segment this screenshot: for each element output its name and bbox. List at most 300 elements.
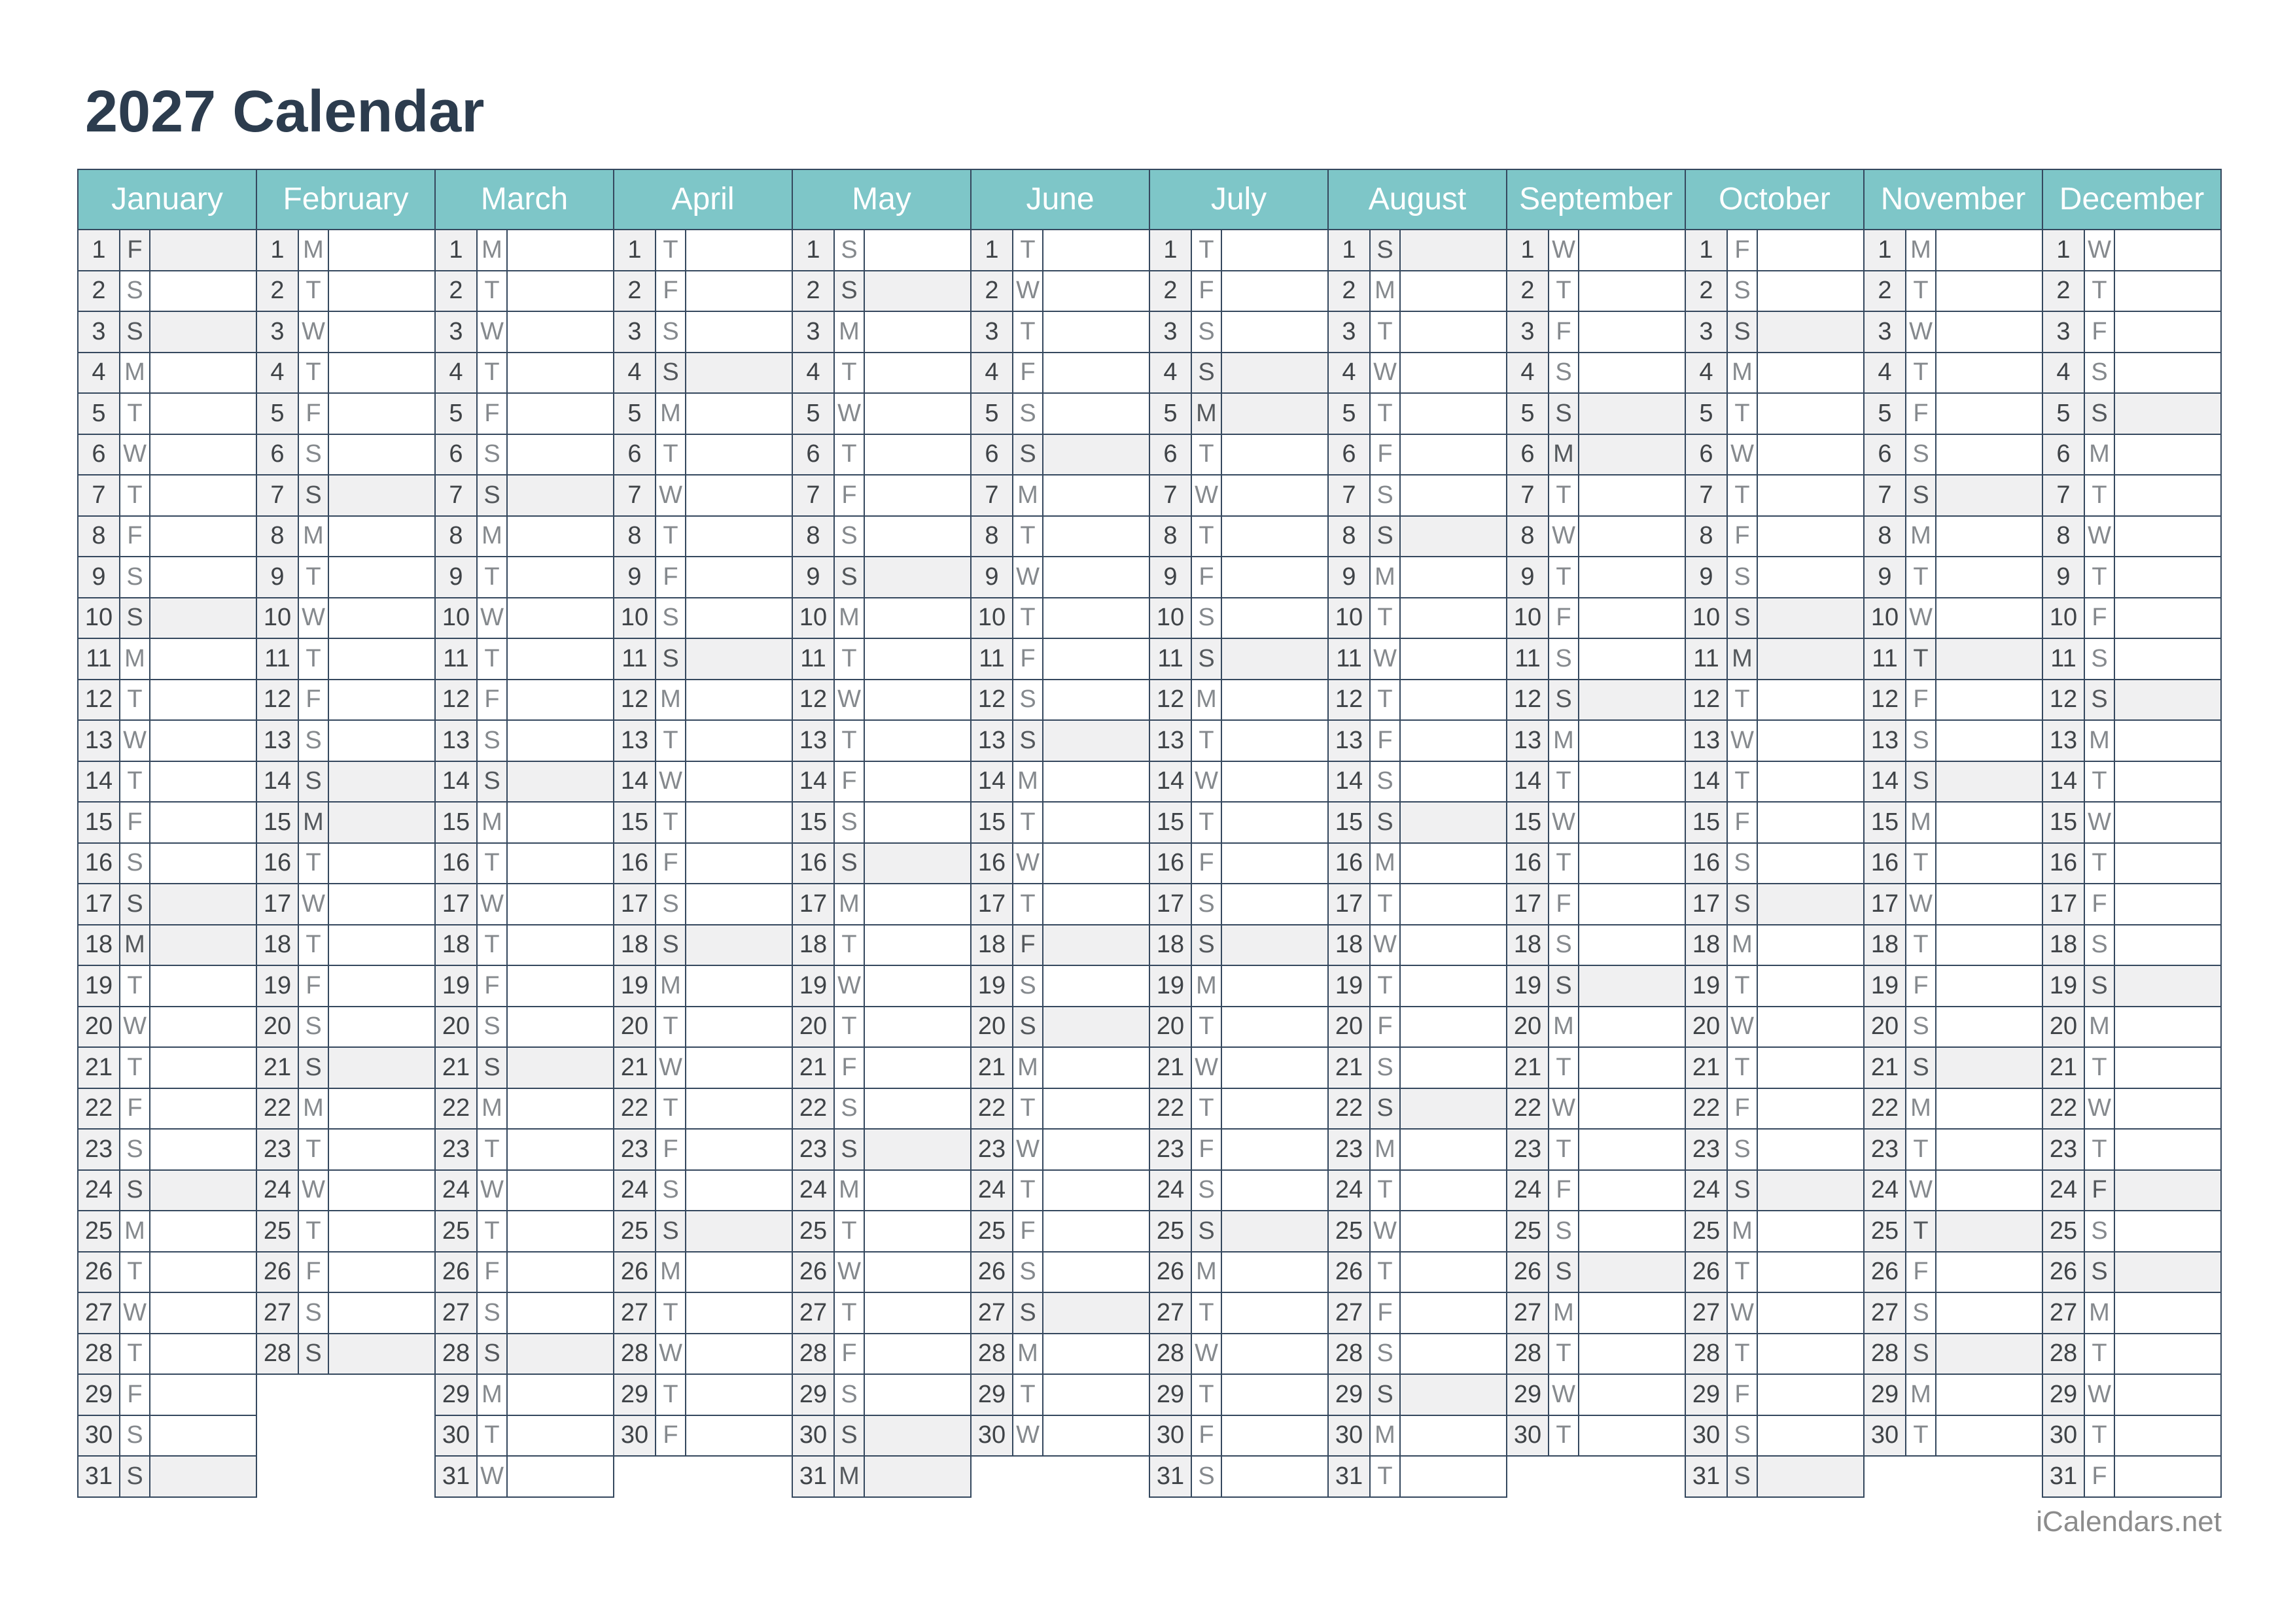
day-row — [1686, 1007, 1863, 1048]
day-number-cell: 18 — [436, 925, 478, 965]
day-letter-cell: W — [299, 598, 329, 638]
day-letter-cell: M — [1371, 1130, 1401, 1169]
day-number-cell: 12 — [614, 680, 656, 720]
day-row — [1865, 1089, 2042, 1130]
day-letter-cell: T — [120, 394, 150, 434]
day-notes-cell — [1758, 230, 1863, 270]
day-row — [1507, 435, 1685, 476]
day-row — [1507, 394, 1685, 435]
day-row — [436, 1253, 613, 1294]
day-number-cell: 12 — [793, 680, 835, 720]
day-letter-cell: S — [1013, 1007, 1043, 1047]
day-letter-cell: S — [656, 639, 686, 679]
day-notes-cell — [2115, 1457, 2220, 1496]
day-number-cell: 10 — [1150, 598, 1192, 638]
day-letter-cell: F — [2085, 1457, 2115, 1496]
day-number-cell: 16 — [1865, 844, 1906, 884]
day-number-cell: 16 — [793, 844, 835, 884]
day-letter-cell: T — [2085, 1048, 2115, 1088]
day-notes-cell — [865, 1457, 970, 1496]
day-number-cell: 5 — [436, 394, 478, 434]
day-letter-cell: S — [120, 1416, 150, 1456]
day-letter-cell: S — [1728, 271, 1758, 311]
day-letter-cell: T — [120, 680, 150, 720]
day-letter-cell: W — [1192, 1048, 1222, 1088]
day-row — [436, 639, 613, 680]
day-letter-cell: T — [1728, 1334, 1758, 1374]
day-notes-cell — [150, 475, 256, 515]
day-row — [1686, 1416, 1863, 1457]
day-row — [1329, 680, 1506, 721]
day-letter-cell: S — [1549, 353, 1579, 393]
day-row — [1865, 762, 2042, 803]
day-row — [793, 721, 970, 762]
day-number-cell: 3 — [793, 312, 835, 352]
day-row — [972, 557, 1149, 598]
day-letter-cell: S — [1013, 1293, 1043, 1333]
day-number-cell: 11 — [1329, 639, 1371, 679]
day-letter-cell: T — [1549, 844, 1579, 884]
day-notes-cell — [1222, 230, 1327, 270]
day-number-cell: 15 — [2043, 803, 2085, 842]
day-row — [257, 680, 434, 721]
day-letter-cell: S — [835, 230, 865, 270]
day-notes-cell — [1222, 517, 1327, 557]
day-row — [1507, 844, 1685, 885]
day-notes-cell — [150, 762, 256, 802]
day-letter-cell: T — [1013, 1171, 1043, 1211]
day-notes-cell — [1758, 803, 1863, 842]
day-row — [1865, 271, 2042, 313]
day-letter-cell: W — [1728, 435, 1758, 475]
day-letter-cell: F — [478, 966, 508, 1006]
day-number-cell: 11 — [1507, 639, 1549, 679]
day-number-cell: 6 — [1865, 435, 1906, 475]
day-row — [1865, 1211, 2042, 1253]
day-notes-cell — [865, 925, 970, 965]
day-notes-cell — [686, 1416, 792, 1456]
day-notes-cell — [1043, 1334, 1149, 1374]
day-notes-cell — [1401, 1048, 1506, 1088]
day-row — [1507, 1048, 1685, 1089]
day-letter-cell: S — [1549, 1211, 1579, 1251]
day-notes-cell — [508, 680, 613, 720]
day-row — [1150, 517, 1327, 558]
day-row — [614, 884, 792, 925]
day-letter-cell: M — [1192, 1253, 1222, 1292]
day-letter-cell: W — [478, 312, 508, 352]
day-letter-cell: S — [1192, 925, 1222, 965]
day-number-cell: 27 — [1329, 1293, 1371, 1333]
day-letter-cell: S — [299, 1048, 329, 1088]
day-letter-cell: M — [1371, 1416, 1401, 1456]
day-letter-cell: T — [1192, 721, 1222, 761]
day-row — [1507, 966, 1685, 1007]
day-notes-cell — [686, 639, 792, 679]
day-number-cell: 28 — [614, 1334, 656, 1374]
day-notes-cell — [1043, 517, 1149, 557]
day-letter-cell: F — [656, 844, 686, 884]
day-number-cell: 27 — [436, 1293, 478, 1333]
day-notes-cell — [1579, 844, 1685, 884]
day-number-cell: 11 — [1865, 639, 1906, 679]
day-row — [614, 1253, 792, 1294]
day-notes-cell — [329, 394, 434, 434]
day-letter-cell: T — [120, 1253, 150, 1292]
day-number-cell: 24 — [1865, 1171, 1906, 1211]
day-notes-cell — [2115, 1253, 2220, 1292]
day-number-cell: 7 — [1865, 475, 1906, 515]
day-letter-cell: S — [2085, 353, 2115, 393]
day-notes-cell — [1758, 721, 1863, 761]
day-notes-cell — [329, 1211, 434, 1251]
day-notes-cell — [329, 1130, 434, 1169]
day-number-cell: 15 — [1865, 803, 1906, 842]
day-row — [793, 598, 970, 640]
day-row — [2043, 394, 2220, 435]
day-letter-cell: M — [1371, 557, 1401, 597]
day-notes-cell — [2115, 884, 2220, 924]
day-letter-cell: S — [1192, 598, 1222, 638]
day-notes-cell — [508, 517, 613, 557]
day-row — [972, 803, 1149, 844]
day-row — [793, 435, 970, 476]
day-row — [257, 721, 434, 762]
month-column-april — [613, 169, 793, 1457]
day-number-cell: 4 — [2043, 353, 2085, 393]
day-letter-cell: W — [1371, 925, 1401, 965]
day-row — [79, 1334, 256, 1375]
day-letter-cell: M — [835, 884, 865, 924]
day-row — [1865, 1334, 2042, 1375]
day-row — [972, 721, 1149, 762]
day-letter-cell: F — [1906, 1253, 1936, 1292]
day-row — [436, 475, 613, 517]
day-row — [2043, 762, 2220, 803]
day-row — [972, 844, 1149, 885]
day-letter-cell: S — [120, 884, 150, 924]
day-row — [79, 1211, 256, 1253]
day-row — [614, 353, 792, 394]
day-notes-cell — [1758, 557, 1863, 597]
day-number-cell: 8 — [1150, 517, 1192, 557]
day-number-cell: 17 — [1865, 884, 1906, 924]
day-row — [1865, 557, 2042, 598]
day-letter-cell: S — [1013, 394, 1043, 434]
day-number-cell: 15 — [1686, 803, 1728, 842]
day-number-cell: 11 — [2043, 639, 2085, 679]
day-row — [79, 1375, 256, 1416]
day-letter-cell: M — [120, 639, 150, 679]
day-notes-cell — [1936, 966, 2042, 1006]
day-row — [614, 803, 792, 844]
day-row — [972, 1253, 1149, 1294]
day-number-cell: 21 — [972, 1048, 1013, 1088]
day-letter-cell: T — [1192, 1375, 1222, 1415]
day-notes-cell — [150, 353, 256, 393]
day-row — [972, 598, 1149, 640]
day-row — [793, 1007, 970, 1048]
day-number-cell: 13 — [793, 721, 835, 761]
day-letter-cell: T — [835, 1293, 865, 1333]
day-number-cell: 22 — [614, 1089, 656, 1129]
day-number-cell: 23 — [79, 1130, 120, 1169]
day-notes-cell — [1401, 1293, 1506, 1333]
day-row — [1686, 966, 1863, 1007]
day-notes-cell — [1401, 1089, 1506, 1129]
day-row — [436, 557, 613, 598]
day-row — [257, 353, 434, 394]
day-letter-cell: T — [1371, 598, 1401, 638]
day-notes-cell — [865, 762, 970, 802]
day-number-cell: 15 — [436, 803, 478, 842]
day-number-cell: 8 — [2043, 517, 2085, 557]
day-row — [1329, 230, 1506, 271]
day-notes-cell — [1579, 230, 1685, 270]
day-number-cell: 18 — [2043, 925, 2085, 965]
day-row — [79, 884, 256, 925]
day-notes-cell — [1936, 1048, 2042, 1088]
day-letter-cell: T — [1906, 1211, 1936, 1251]
day-notes-cell — [686, 1211, 792, 1251]
day-notes-cell — [1401, 271, 1506, 311]
day-letter-cell: W — [478, 884, 508, 924]
day-notes-cell — [150, 1293, 256, 1333]
day-notes-cell — [1043, 1171, 1149, 1211]
day-letter-cell: S — [120, 1130, 150, 1169]
day-row — [1150, 435, 1327, 476]
day-row — [1150, 598, 1327, 640]
day-row — [79, 639, 256, 680]
day-number-cell: 4 — [257, 353, 299, 393]
day-notes-cell — [2115, 475, 2220, 515]
day-row — [793, 271, 970, 313]
day-number-cell: 23 — [1507, 1130, 1549, 1169]
day-number-cell: 29 — [79, 1375, 120, 1415]
day-letter-cell: T — [1192, 1293, 1222, 1333]
day-letter-cell: W — [1728, 721, 1758, 761]
day-notes-cell — [329, 1048, 434, 1088]
day-notes-cell — [1758, 475, 1863, 515]
day-number-cell: 5 — [257, 394, 299, 434]
day-number-cell: 23 — [1329, 1130, 1371, 1169]
day-number-cell: 16 — [2043, 844, 2085, 884]
day-notes-cell — [686, 1375, 792, 1415]
day-number-cell: 1 — [2043, 230, 2085, 270]
day-row — [1686, 1048, 1863, 1089]
day-row — [1329, 1457, 1506, 1496]
page-title: 2027 Calendar — [85, 79, 485, 145]
day-letter-cell: T — [2085, 762, 2115, 802]
day-row — [793, 312, 970, 353]
day-notes-cell — [1401, 312, 1506, 352]
day-letter-cell: F — [2085, 312, 2115, 352]
day-number-cell: 22 — [1329, 1089, 1371, 1129]
day-notes-cell — [1043, 639, 1149, 679]
day-notes-cell — [686, 1293, 792, 1333]
month-header: April — [614, 170, 792, 230]
day-number-cell: 29 — [2043, 1375, 2085, 1415]
day-row — [972, 475, 1149, 517]
day-number-cell: 26 — [2043, 1253, 2085, 1292]
day-number-cell: 5 — [1507, 394, 1549, 434]
day-letter-cell: T — [299, 271, 329, 311]
day-number-cell: 20 — [1150, 1007, 1192, 1047]
day-row — [793, 680, 970, 721]
day-number-cell: 13 — [1150, 721, 1192, 761]
day-row — [1686, 353, 1863, 394]
day-letter-cell: T — [1192, 1007, 1222, 1047]
day-number-cell: 17 — [257, 884, 299, 924]
day-number-cell: 22 — [257, 1089, 299, 1129]
day-row — [1150, 884, 1327, 925]
day-letter-cell: T — [1906, 1130, 1936, 1169]
day-letter-cell: F — [299, 966, 329, 1006]
day-notes-cell — [1222, 680, 1327, 720]
day-number-cell: 19 — [1686, 966, 1728, 1006]
day-notes-cell — [1579, 1171, 1685, 1211]
day-notes-cell — [508, 557, 613, 597]
day-number-cell: 11 — [79, 639, 120, 679]
day-notes-cell — [508, 353, 613, 393]
day-notes-cell — [1222, 475, 1327, 515]
day-row — [614, 639, 792, 680]
day-row — [257, 1253, 434, 1294]
day-row — [614, 1048, 792, 1089]
day-row — [1507, 353, 1685, 394]
day-notes-cell — [1758, 925, 1863, 965]
day-row — [793, 844, 970, 885]
day-notes-cell — [1758, 844, 1863, 884]
day-notes-cell — [1579, 1130, 1685, 1169]
day-row — [436, 1130, 613, 1171]
day-row — [1686, 1334, 1863, 1375]
day-notes-cell — [686, 1253, 792, 1292]
day-row — [436, 517, 613, 558]
day-row — [1507, 762, 1685, 803]
day-letter-cell: T — [1549, 1334, 1579, 1374]
day-row — [972, 1293, 1149, 1334]
day-row — [257, 1171, 434, 1212]
day-row — [436, 394, 613, 435]
day-letter-cell: T — [120, 1334, 150, 1374]
day-number-cell: 11 — [257, 639, 299, 679]
day-number-cell: 10 — [436, 598, 478, 638]
day-notes-cell — [1579, 1375, 1685, 1415]
day-notes-cell — [1043, 803, 1149, 842]
day-row — [1507, 312, 1685, 353]
day-notes-cell — [686, 1007, 792, 1047]
day-number-cell: 15 — [1150, 803, 1192, 842]
day-letter-cell: T — [299, 557, 329, 597]
day-letter-cell: M — [299, 803, 329, 842]
day-number-cell: 14 — [1686, 762, 1728, 802]
day-row — [257, 557, 434, 598]
day-row — [1329, 1171, 1506, 1212]
day-number-cell: 9 — [436, 557, 478, 597]
day-notes-cell — [2115, 435, 2220, 475]
day-row — [1865, 844, 2042, 885]
day-row — [257, 394, 434, 435]
day-notes-cell — [1043, 1048, 1149, 1088]
day-notes-cell — [1401, 1253, 1506, 1292]
day-number-cell: 3 — [1329, 312, 1371, 352]
day-notes-cell — [2115, 598, 2220, 638]
day-letter-cell: F — [299, 680, 329, 720]
day-number-cell: 24 — [1150, 1171, 1192, 1211]
day-letter-cell: T — [1192, 230, 1222, 270]
day-row — [1329, 721, 1506, 762]
day-notes-cell — [1401, 803, 1506, 842]
day-notes-cell — [1936, 1253, 2042, 1292]
day-letter-cell: T — [1192, 435, 1222, 475]
day-number-cell: 14 — [1865, 762, 1906, 802]
day-number-cell: 20 — [1329, 1007, 1371, 1047]
day-number-cell: 21 — [1686, 1048, 1728, 1088]
day-row — [436, 1334, 613, 1375]
day-row — [793, 1130, 970, 1171]
day-letter-cell: M — [1013, 1334, 1043, 1374]
day-letter-cell: F — [1013, 353, 1043, 393]
day-letter-cell: S — [1013, 435, 1043, 475]
day-row — [1686, 312, 1863, 353]
day-row — [2043, 844, 2220, 885]
day-row — [1150, 1171, 1327, 1212]
day-letter-cell: T — [656, 1007, 686, 1047]
day-row — [1507, 680, 1685, 721]
day-number-cell: 13 — [614, 721, 656, 761]
day-letter-cell: S — [1728, 312, 1758, 352]
day-letter-cell: S — [1549, 966, 1579, 1006]
day-letter-cell: W — [1549, 517, 1579, 557]
day-number-cell: 28 — [257, 1334, 299, 1374]
day-row — [1150, 1089, 1327, 1130]
day-row — [1150, 271, 1327, 313]
day-number-cell: 19 — [614, 966, 656, 1006]
day-number-cell: 1 — [257, 230, 299, 270]
day-number-cell: 4 — [1507, 353, 1549, 393]
day-notes-cell — [1936, 1375, 2042, 1415]
day-notes-cell — [329, 803, 434, 842]
day-notes-cell — [686, 394, 792, 434]
day-row — [79, 1007, 256, 1048]
day-letter-cell: T — [1906, 557, 1936, 597]
day-row — [972, 1211, 1149, 1253]
day-row — [972, 1334, 1149, 1375]
month-column-february — [256, 169, 436, 1375]
day-letter-cell: S — [1728, 844, 1758, 884]
day-notes-cell — [2115, 1334, 2220, 1374]
day-row — [1686, 271, 1863, 313]
day-notes-cell — [2115, 517, 2220, 557]
day-letter-cell: W — [1013, 557, 1043, 597]
day-number-cell: 30 — [972, 1416, 1013, 1456]
day-row — [2043, 1416, 2220, 1457]
day-row — [614, 844, 792, 885]
day-row — [1686, 884, 1863, 925]
day-notes-cell — [508, 475, 613, 515]
day-letter-cell: S — [120, 271, 150, 311]
day-number-cell: 25 — [1865, 1211, 1906, 1251]
day-row — [79, 844, 256, 885]
day-row — [1865, 721, 2042, 762]
day-number-cell: 22 — [793, 1089, 835, 1129]
day-notes-cell — [1043, 1253, 1149, 1292]
day-notes-cell — [2115, 762, 2220, 802]
day-letter-cell: F — [2085, 884, 2115, 924]
day-letter-cell: S — [1192, 1171, 1222, 1211]
day-notes-cell — [1043, 1416, 1149, 1456]
